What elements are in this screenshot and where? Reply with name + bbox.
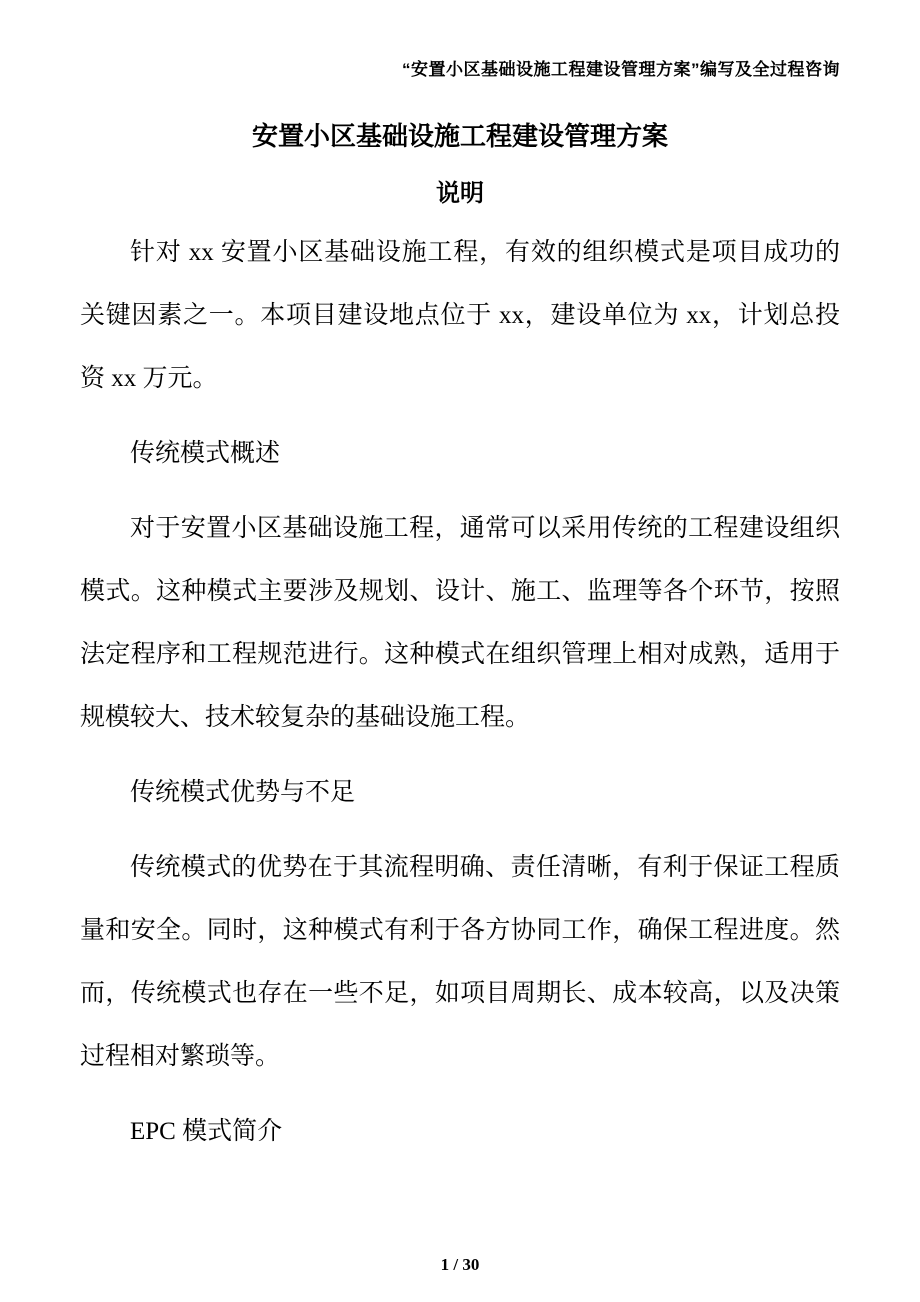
document-title: 安置小区基础设施工程建设管理方案 — [251, 121, 668, 151]
section-heading-traditional-pros-cons: 传统模式优势与不足 — [130, 779, 356, 806]
paragraph-project-intro: 针对 xx 安置小区基础设施工程，有效的组织模式是项目成功的关键因素之一。本项目建设地点位于 xx，建设单位为 xx，计划总投资 xx 万元。 — [80, 239, 840, 392]
paragraph-traditional-overview: 对于安置小区基础设施工程，通常可以采用传统的工程建设组织模式。这种模式主要涉及规划、设计、施工、监理等各个环节，按照法定程序和工程规范进行。这种模式在组织管理上相对成熟，适用于规模较大、技术较复杂的基础设施工程。 — [80, 515, 840, 731]
paragraph-traditional-pros-cons: 传统模式的优势在于其流程明确、责任清晰，有利于保证工程质量和安全。同时，这种模式有利于各方协同工作，确保工程进度。然而，传统模式也存在一些不足，如项目周期长、成本较高，以及决策过程相对繁琐等。 — [80, 854, 840, 1070]
section-heading-epc-intro: EPC 模式简介 — [130, 1118, 283, 1145]
document-content — [0, 59, 920, 1163]
document-subtitle: 说明 — [436, 180, 484, 207]
page-number: 1 / 30 — [440, 1255, 480, 1274]
section-heading-traditional-overview: 传统模式概述 — [130, 440, 281, 467]
running-header-text: “安置小区基础设施工程建设管理方案”编写及全过程咨询 — [402, 60, 840, 79]
